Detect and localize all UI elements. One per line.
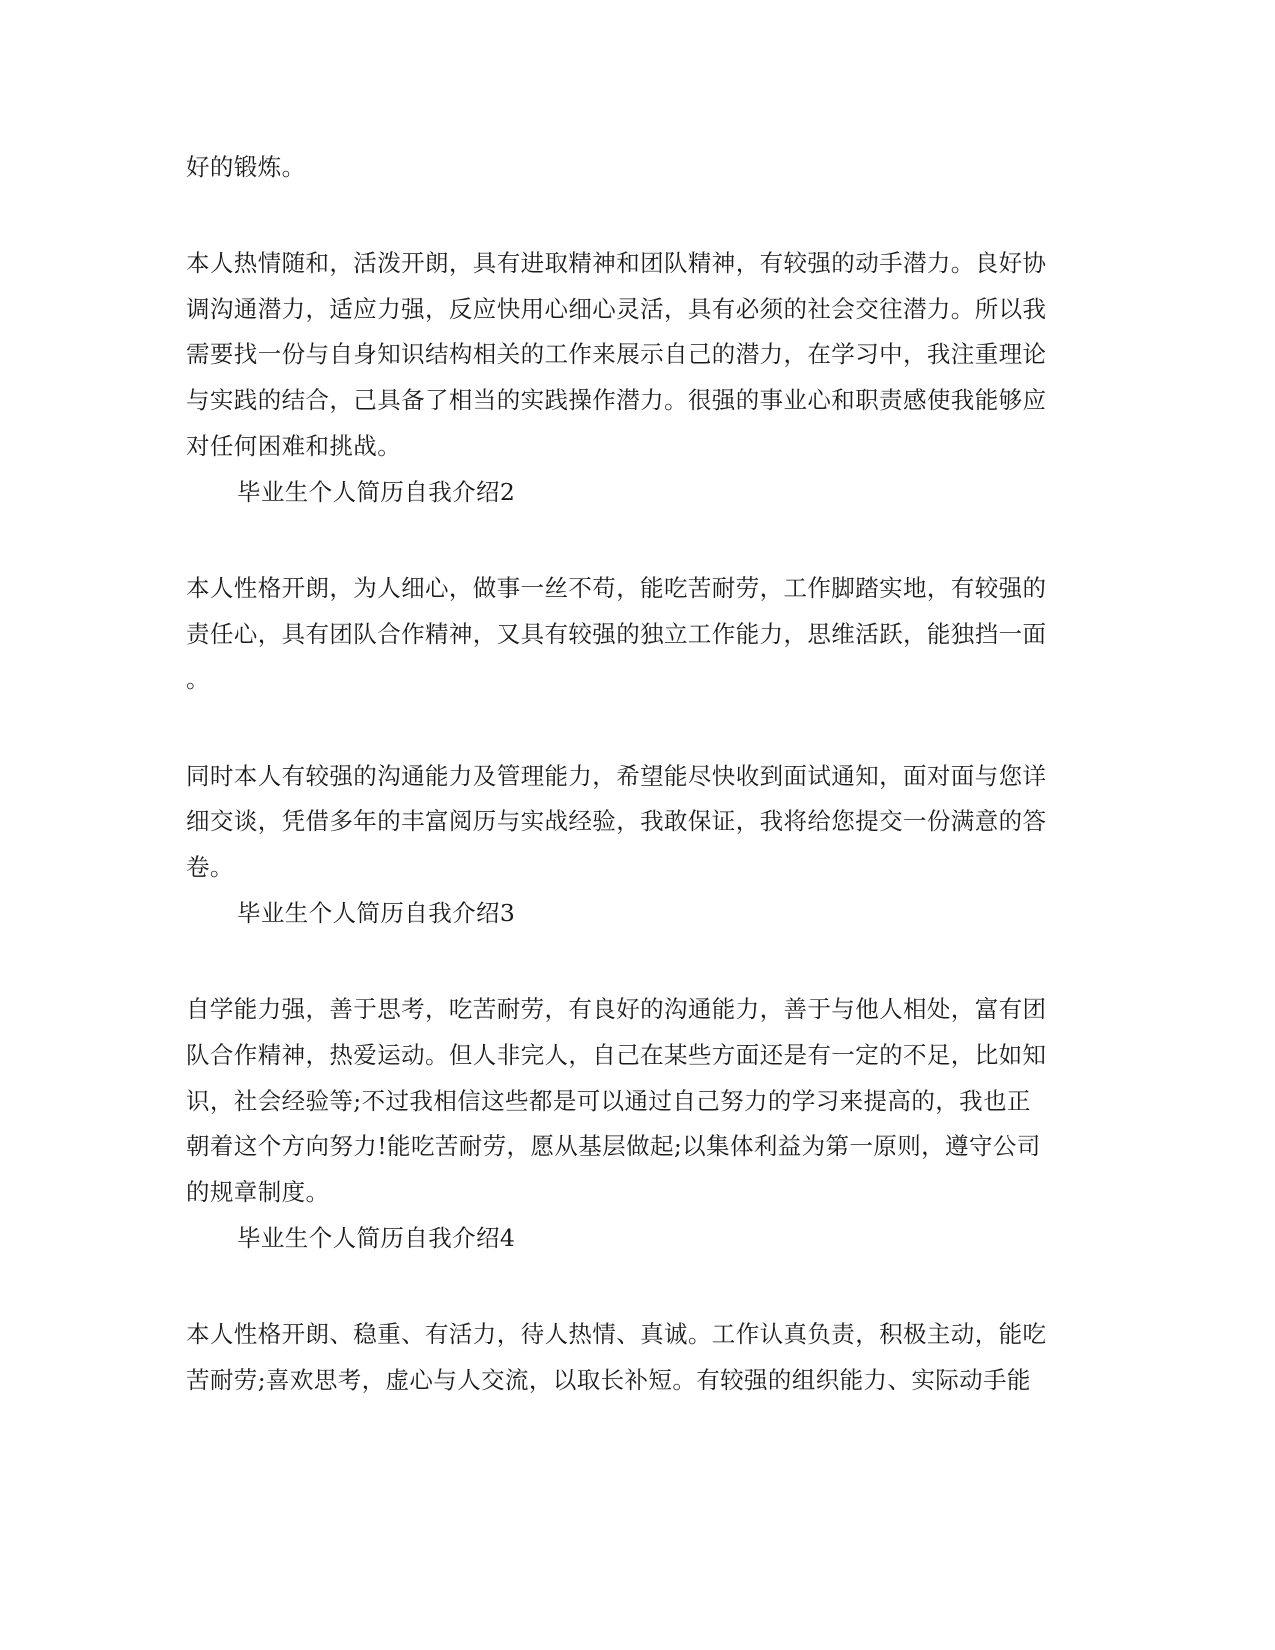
text-line: 与实践的结合，己具备了相当的实践操作潜力。很强的事业心和职责感使我能够应	[186, 386, 1047, 414]
text-line: 卷。	[186, 853, 234, 881]
text-line: 自学能力强，善于思考，吃苦耐劳，有良好的沟通能力，善于与他人相处，富有团	[186, 995, 1047, 1023]
section-heading: 毕业生个人简历自我介绍2	[237, 478, 516, 506]
text-line: 本人性格开朗、稳重、有活力，待人热情、真诚。工作认真负责，积极主动，能吃	[186, 1320, 1047, 1348]
text-line: 对任何困难和挑战。	[186, 432, 402, 460]
text-line: 同时本人有较强的沟通能力及管理能力，希望能尽快收到面试通知，面对面与您详	[186, 762, 1047, 790]
text-line: 苦耐劳;喜欢思考，虚心与人交流，以取长补短。有较强的组织能力、实际动手能	[186, 1366, 1031, 1394]
text-line: 识，社会经验等;不过我相信这些都是可以通过自己努力的学习来提高的，我也正	[186, 1087, 1031, 1115]
text-line: 好的锻炼。	[186, 153, 306, 181]
section-heading: 毕业生个人简历自我介绍4	[237, 1224, 516, 1252]
text-line: 调沟通潜力，适应力强，反应快用心细心灵活，具有必须的社会交往潜力。所以我	[186, 295, 1047, 323]
text-line: 队合作精神，热爱运动。但人非完人，自己在某些方面还是有一定的不足，比如知	[186, 1041, 1047, 1069]
text-line: 朝着这个方向努力!能吃苦耐劳，愿从基层做起;以集体利益为第一原则，遵守公司	[186, 1132, 1041, 1160]
text-line: 责任心，具有团队合作精神，又具有较强的独立工作能力，思维活跃，能独挡一面	[186, 620, 1047, 648]
text-line: 本人性格开朗，为人细心，做事一丝不苟，能吃苦耐劳，工作脚踏实地，有较强的	[186, 574, 1047, 602]
text-line: 需要找一份与自身知识结构相关的工作来展示自己的潜力，在学习中，我注重理论	[186, 340, 1047, 368]
text-line: 本人热情随和，活泼开朗，具有进取精神和团队精神，有较强的动手潜力。良好协	[186, 249, 1047, 277]
text-line: 。	[186, 665, 210, 693]
section-heading: 毕业生个人简历自我介绍3	[237, 899, 516, 927]
text-line: 细交谈，凭借多年的丰富阅历与实战经验，我敢保证，我将给您提交一份满意的答	[186, 807, 1047, 835]
text-line: 的规章制度。	[186, 1178, 330, 1206]
